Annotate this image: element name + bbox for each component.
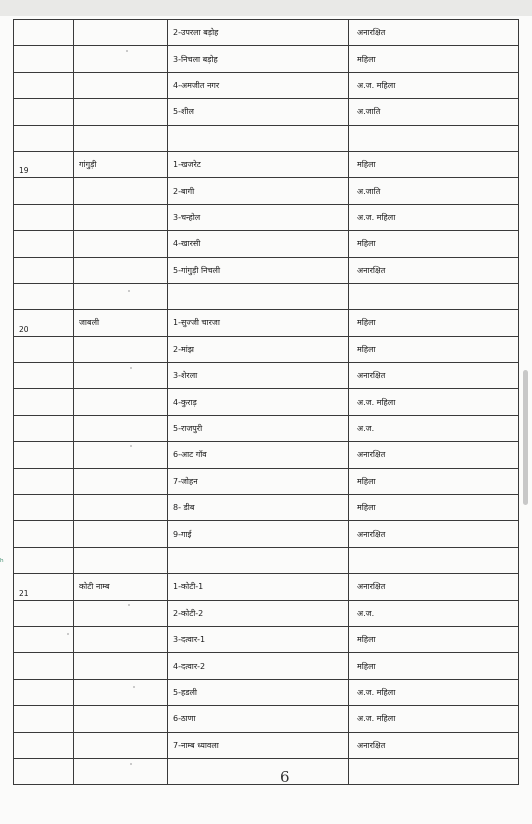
reservation-cell: अनारक्षित: [349, 521, 519, 547]
row-number-cell: [14, 363, 74, 389]
reservation-cell: अनारक्षित: [349, 574, 519, 600]
scan-speck: [130, 763, 132, 765]
reservation-cell: अ.ज. महिला: [349, 706, 519, 732]
table-row: [14, 574, 519, 600]
panchayat-name-cell: [74, 468, 168, 494]
reservation-cell: अ.जाति: [349, 99, 519, 125]
table-row: [14, 257, 519, 283]
row-number-cell: 19: [14, 151, 74, 177]
table-row: [14, 679, 519, 705]
scan-speck: [126, 50, 128, 52]
ward-name-cell: 3-निचला बड़ोह: [168, 46, 349, 72]
reservation-cell: अनारक्षित: [349, 732, 519, 758]
row-number-cell: [14, 442, 74, 468]
table-row: [14, 363, 519, 389]
reservation-cell: महिला: [349, 310, 519, 336]
ward-name-cell: 2-उपरला बड़ोह: [168, 20, 349, 46]
row-number-cell: [14, 178, 74, 204]
scrollbar[interactable]: [523, 370, 528, 505]
panchayat-name-cell: जाबली: [74, 310, 168, 336]
reservation-cell: महिला: [349, 495, 519, 521]
row-number-cell: [14, 389, 74, 415]
row-number-cell: [14, 758, 74, 784]
row-number-cell: [14, 415, 74, 441]
table-row: [14, 204, 519, 230]
ward-name-cell: 3-चन्होल: [168, 204, 349, 230]
table-row: [14, 151, 519, 177]
table-row: [14, 442, 519, 468]
scan-speck: [128, 604, 130, 606]
panchayat-name-cell: [74, 495, 168, 521]
ward-name-cell: 2-मांझ: [168, 336, 349, 362]
panchayat-name-cell: [74, 178, 168, 204]
panchayat-name-cell: गांगुड़ी: [74, 151, 168, 177]
panchayat-name-cell: [74, 415, 168, 441]
panchayat-name-cell: [74, 125, 168, 151]
reservation-cell: महिला: [349, 46, 519, 72]
reservation-cell: अ.ज.: [349, 415, 519, 441]
table-row: [14, 521, 519, 547]
reservation-cell: [349, 758, 519, 784]
ward-name-cell: 9-गाई: [168, 521, 349, 547]
table-row: [14, 653, 519, 679]
ward-name-cell: 6-आट गॉव: [168, 442, 349, 468]
reservation-cell: अ.ज. महिला: [349, 204, 519, 230]
ward-name-cell: [168, 547, 349, 573]
panchayat-name-cell: [74, 389, 168, 415]
scan-speck: [128, 290, 130, 292]
row-number-cell: [14, 468, 74, 494]
reservation-cell: अ.जाति: [349, 178, 519, 204]
scan-speck: [130, 445, 132, 447]
ward-name-cell: 5-गांगुड़ी निचली: [168, 257, 349, 283]
row-number-cell: [14, 336, 74, 362]
scan-speck: [67, 633, 69, 635]
row-number-cell: 20: [14, 310, 74, 336]
table-row: [14, 336, 519, 362]
panchayat-name-cell: [74, 363, 168, 389]
reservation-cell: महिला: [349, 653, 519, 679]
ward-name-cell: 6-ठाणा: [168, 706, 349, 732]
row-number-cell: [14, 547, 74, 573]
ward-name-cell: 4-अमजीत नगर: [168, 72, 349, 98]
panchayat-name-cell: कोटी नाम्ब: [74, 574, 168, 600]
row-number-cell: [14, 521, 74, 547]
row-number-cell: [14, 626, 74, 652]
panchayat-name-cell: [74, 626, 168, 652]
ward-name-cell: 4-दत्वार-2: [168, 653, 349, 679]
table-row: [14, 495, 519, 521]
table-row: [14, 231, 519, 257]
ward-name-cell: 5-राजपुरी: [168, 415, 349, 441]
table-row: [14, 732, 519, 758]
panchayat-name-cell: [74, 521, 168, 547]
reservation-cell: महिला: [349, 336, 519, 362]
reservation-cell: अ.ज. महिला: [349, 389, 519, 415]
row-number-cell: [14, 72, 74, 98]
row-number-cell: [14, 495, 74, 521]
table-row: [14, 600, 519, 626]
panchayat-name-cell: [74, 758, 168, 784]
row-number-cell: [14, 46, 74, 72]
table-row: [14, 99, 519, 125]
ward-name-cell: 3-शेरला: [168, 363, 349, 389]
row-number-cell: [14, 20, 74, 46]
handwritten-tick-mark: ʰ: [0, 558, 4, 568]
table-row: [14, 547, 519, 573]
ward-name-cell: [168, 758, 349, 784]
reservation-cell: [349, 125, 519, 151]
scan-speck: [130, 367, 132, 369]
ward-name-cell: 1-खजरेट: [168, 151, 349, 177]
panchayat-name-cell: [74, 600, 168, 626]
panchayat-name-cell: [74, 257, 168, 283]
reservation-cell: अनारक्षित: [349, 442, 519, 468]
table-row: [14, 72, 519, 98]
panchayat-name-cell: [74, 442, 168, 468]
top-strip: [0, 0, 532, 16]
scan-speck: [133, 686, 135, 688]
reservation-cell: अनारक्षित: [349, 257, 519, 283]
reservation-cell: अ.ज. महिला: [349, 679, 519, 705]
ward-name-cell: 1-सुज्जी चारजा: [168, 310, 349, 336]
panchayat-name-cell: [74, 732, 168, 758]
reservation-cell: अनारक्षित: [349, 20, 519, 46]
table-row: [14, 283, 519, 309]
panchayat-name-cell: [74, 72, 168, 98]
ward-name-cell: 4-कुराड़: [168, 389, 349, 415]
table-row: [14, 46, 519, 72]
row-number-cell: [14, 125, 74, 151]
panchayat-name-cell: [74, 653, 168, 679]
table-row: [14, 125, 519, 151]
reservation-cell: महिला: [349, 468, 519, 494]
row-number-cell: 21: [14, 574, 74, 600]
table-row: [14, 389, 519, 415]
row-number-cell: [14, 706, 74, 732]
panchayat-name-cell: [74, 283, 168, 309]
table-row: [14, 758, 519, 784]
row-number-cell: [14, 283, 74, 309]
ward-name-cell: 1-कोटी-1: [168, 574, 349, 600]
page-number: 6: [280, 768, 290, 786]
row-number-cell: [14, 653, 74, 679]
table-row: [14, 20, 519, 46]
table-row: [14, 468, 519, 494]
ward-name-cell: 2-कोटी-2: [168, 600, 349, 626]
ward-name-cell: [168, 283, 349, 309]
table-row: [14, 178, 519, 204]
reservation-cell: महिला: [349, 231, 519, 257]
reservation-cell: महिला: [349, 151, 519, 177]
row-number-cell: [14, 99, 74, 125]
reservation-cell: अ.ज.: [349, 600, 519, 626]
ward-name-cell: 5-हडली: [168, 679, 349, 705]
table-row: [14, 706, 519, 732]
panchayat-name-cell: [74, 679, 168, 705]
reservation-cell: [349, 283, 519, 309]
row-number-cell: [14, 600, 74, 626]
panchayat-name-cell: [74, 336, 168, 362]
panchayat-name-cell: [74, 20, 168, 46]
ward-reservation-table: [13, 19, 519, 785]
panchayat-name-cell: [74, 706, 168, 732]
ward-name-cell: 7-जोहन: [168, 468, 349, 494]
reservation-cell: अनारक्षित: [349, 363, 519, 389]
panchayat-name-cell: [74, 547, 168, 573]
panchayat-name-cell: [74, 231, 168, 257]
reservation-cell: [349, 547, 519, 573]
reservation-cell: महिला: [349, 626, 519, 652]
row-number-cell: [14, 732, 74, 758]
table-row: [14, 626, 519, 652]
ward-name-cell: 8- डीब: [168, 495, 349, 521]
panchayat-name-cell: [74, 99, 168, 125]
table-row: [14, 415, 519, 441]
ward-name-cell: 3-दत्वार-1: [168, 626, 349, 652]
ward-name-cell: [168, 125, 349, 151]
row-number-cell: [14, 204, 74, 230]
ward-name-cell: 7-नाम्ब ध्यावला: [168, 732, 349, 758]
table-row: [14, 310, 519, 336]
reservation-cell: अ.ज. महिला: [349, 72, 519, 98]
ward-name-cell: 4-खारसी: [168, 231, 349, 257]
ward-name-cell: 5-शील: [168, 99, 349, 125]
row-number-cell: [14, 257, 74, 283]
row-number-cell: [14, 231, 74, 257]
table-body: [14, 20, 519, 785]
row-number-cell: [14, 679, 74, 705]
ward-name-cell: 2-बागी: [168, 178, 349, 204]
panchayat-name-cell: [74, 204, 168, 230]
panchayat-name-cell: [74, 46, 168, 72]
